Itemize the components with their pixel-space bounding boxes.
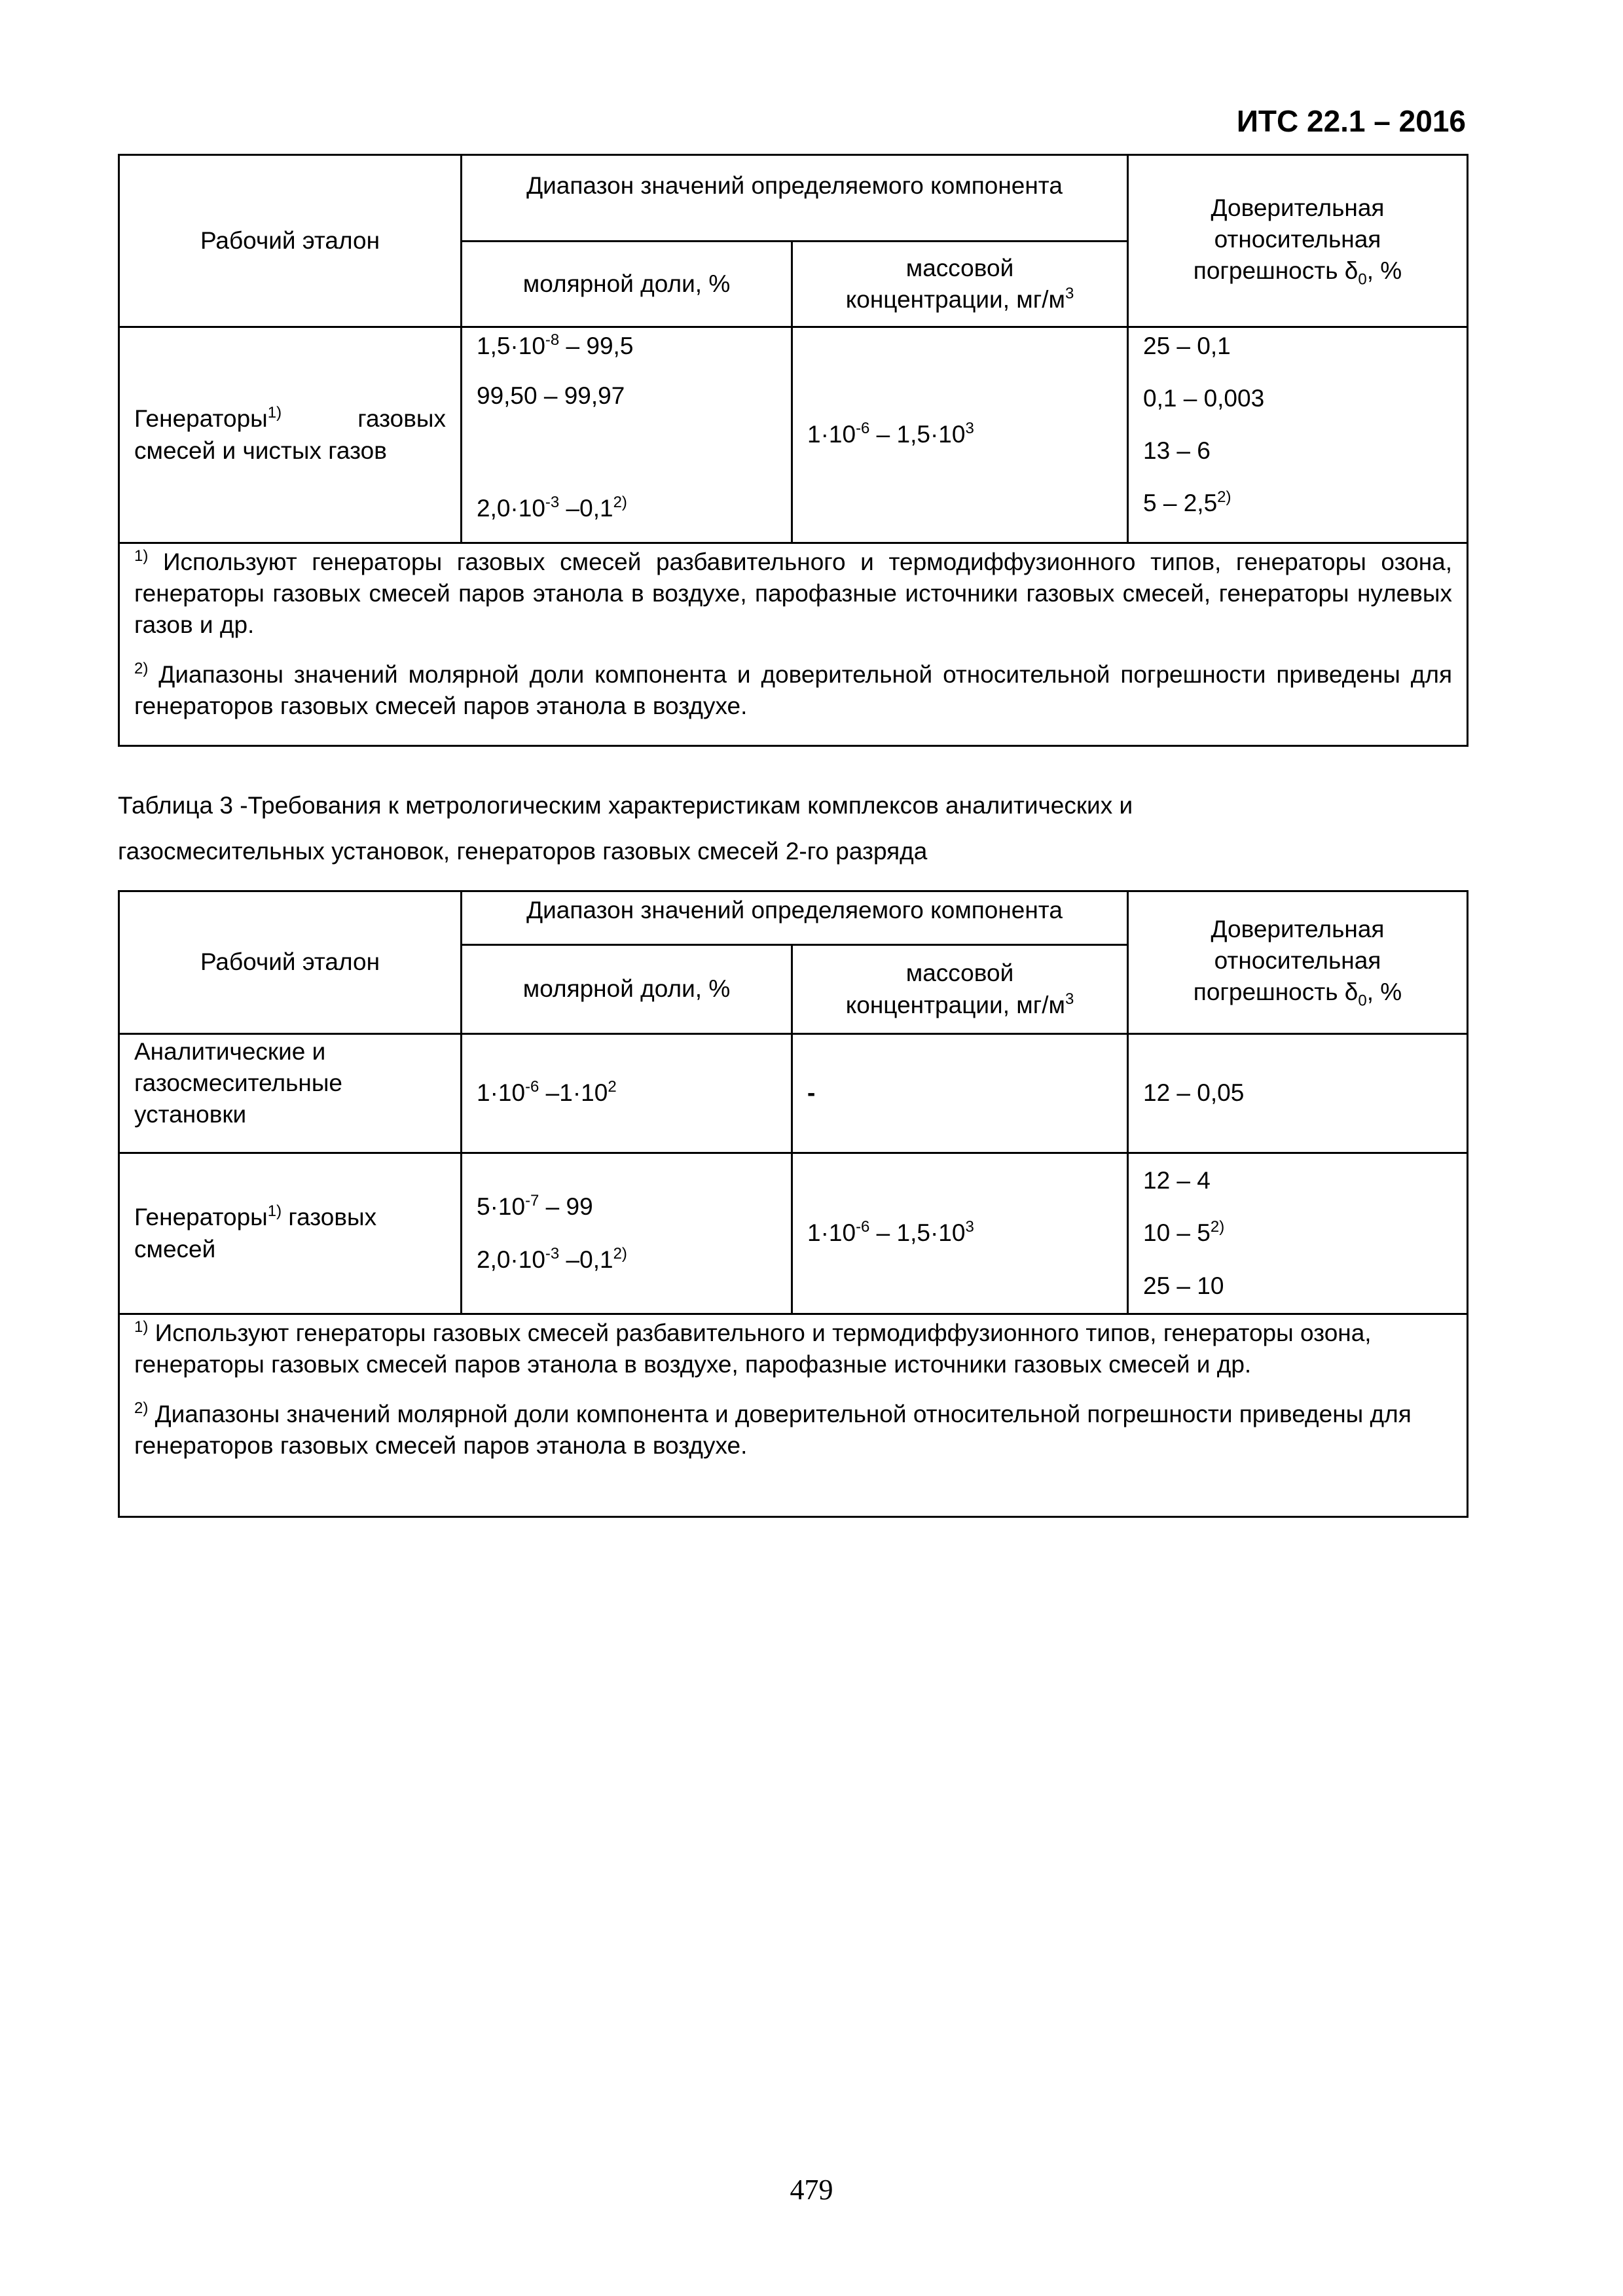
header-error: Доверительная относительная погрешность $\delta_0$, % (1128, 155, 1468, 327)
cell-working-standard: Аналитические и газосмесительные установки (119, 1034, 462, 1153)
footnote-1: $^{1)}$ Используют генераторы газовых смесей разбавительного и термодиффузионного типов, генераторы озона, генераторы газовых смесей паров этанола в воздухе, парофазные источники газовых смесей, генераторы нулевых газов и др. (134, 547, 1452, 639)
cell-error: 12 – 4 10 – 5$^{2)}$ 25 – 10 (1128, 1153, 1468, 1314)
footnote-2: $^{2)}$ Диапазоны значений молярной доли компонента и доверительной относительной погрешности приведены для генераторов газовых смесей паров этанола в воздухе. (134, 660, 1452, 720)
cell-mass-concentration: - (792, 1034, 1128, 1153)
cell-error: 12 – 0,05 (1128, 1034, 1468, 1153)
document-code-header: ИТС 22.1 – 2016 (1236, 104, 1466, 138)
cell-working-standard: Генераторы$^{1)}$ газовых смесей и чистых газов (119, 327, 462, 543)
table-row (119, 327, 1468, 543)
cell-working-standard: Генераторы$^{1)}$ газовых смесей (119, 1153, 462, 1314)
table-3-footnotes (119, 1314, 1468, 1517)
header-working-standard: Рабочий эталон (119, 155, 462, 327)
cell-mass-concentration: $1\cdot 10^{-6} - 1,5\cdot 10^3$ (792, 1153, 1128, 1314)
page-number: 479 (790, 2174, 833, 2206)
header-range: Диапазон значений определяемого компонента (462, 155, 1128, 242)
header-range: Диапазон значений определяемого компонента (462, 891, 1128, 945)
header-mass-concentration: массовой концентрации, $мг/м^3$ (792, 242, 1128, 327)
table-3-caption-line-2: газосмесительных установок, генераторов газовых смесей 2-го разряда (118, 838, 928, 865)
header-working-standard: Рабочий эталон (119, 891, 462, 1034)
table-3 (118, 890, 1468, 1518)
table-3-caption-line-1: Таблица 3 -Требования к метрологическим характеристикам комплексов аналитических и (118, 792, 1133, 819)
table-row (119, 1034, 1468, 1153)
table-2-footnotes (119, 543, 1468, 746)
header-mass-concentration: массовой концентрации, $мг/м^3$ (792, 945, 1128, 1034)
header-molar-fraction: молярной доли, % (462, 945, 792, 1034)
header-error: Доверительная относительная погрешность $\delta_0$, % (1128, 891, 1468, 1034)
cell-molar-fraction: $5\cdot 10^{-7} - 99$ $2,0\cdot 10^{-3}$ –0,1$^{2)}$ (462, 1153, 792, 1314)
cell-molar-fraction: $1,5\cdot 10^{-8} - 99,5$ 99,50 – 99,97 $2,0\cdot 10^{-3}$ –0,1$^{2)}$ (462, 327, 792, 543)
cell-error: 25 – 0,1 0,1 – 0,003 13 – 6 5 – 2,5$^{2)}$ (1128, 327, 1468, 543)
footnote-1: $^{1)}$ Используют генераторы газовых смесей разбавительного и термодиффузионного типов, генераторы озона, генераторы газовых смесей паров этанола в воздухе, парофазные источники газовых смесей и др. (134, 1318, 1372, 1378)
cell-mass-concentration: $1\cdot 10^{-6} - 1,5\cdot 10^3$ (792, 327, 1128, 543)
cell-molar-fraction: $1\cdot 10^{-6}$ $-1\cdot 10^2$ (462, 1034, 792, 1153)
header-molar-fraction: молярной доли, % (462, 242, 792, 327)
table-2-continuation (118, 154, 1468, 747)
table-row (119, 1153, 1468, 1314)
footnote-2: $^{2)}$ Диапазоны значений молярной доли компонента и доверительной относительной погрешности приведены для генераторов газовых смесей паров этанола в воздухе. (134, 1399, 1412, 1460)
